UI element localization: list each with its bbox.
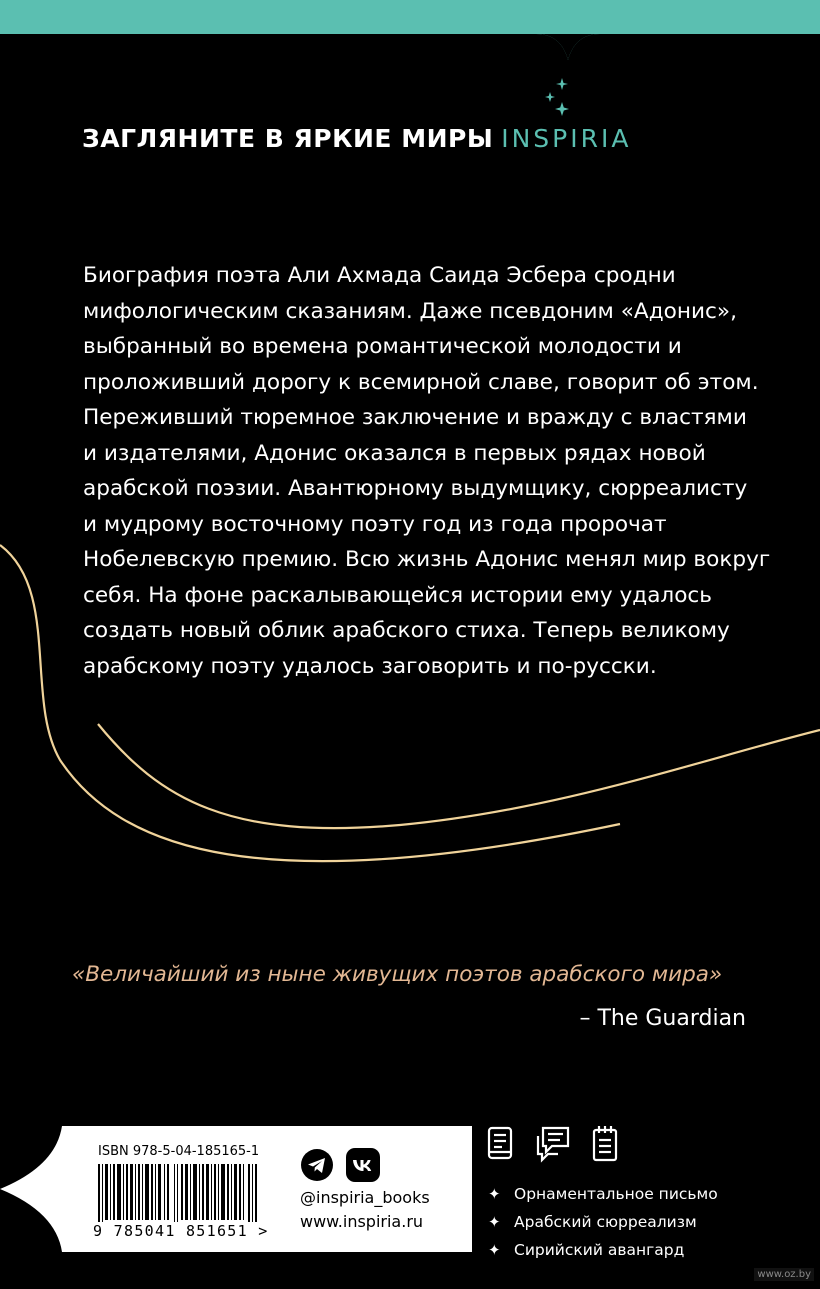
- list-item: [488, 1180, 718, 1208]
- feature-label: Сирийский авангард: [514, 1241, 685, 1259]
- sparkle-bullet-icon: ✦: [488, 1185, 501, 1203]
- description-line: арабскому поэту удалось заговорить и по-русски.: [83, 653, 657, 679]
- series-tagline: [82, 124, 631, 153]
- sparkle-stars-icon: [540, 74, 580, 124]
- description-line: себя. На фоне раскалывающейся истории ему удалось: [83, 582, 713, 608]
- feature-list: [488, 1180, 718, 1264]
- series-text: ЗАГЛЯНИТЕ В ЯРКИЕ МИРЫ: [82, 124, 494, 153]
- notepad-icon: [594, 1126, 616, 1160]
- quote-source: – The Guardian: [579, 1006, 746, 1031]
- barcode-panel: [62, 1126, 472, 1252]
- social-handle[interactable]: @inspiria_books: [300, 1188, 430, 1207]
- list-item: [488, 1208, 718, 1236]
- description-line: и издателями, Адонис оказался в первых рядах новой: [83, 440, 706, 466]
- description-line: Нобелевскую премию. Всю жизнь Адонис менял мир вокруг: [83, 547, 771, 572]
- description-line: создать новый облик арабского стиха. Теперь великому: [83, 618, 730, 643]
- sparkle-bullet-icon: ✦: [488, 1213, 501, 1231]
- sparkle-bullet-icon: ✦: [488, 1241, 501, 1259]
- left-notch-decoration: [0, 1126, 70, 1252]
- description-line: выбранный во времена романтической молодости и: [83, 334, 682, 359]
- feature-icons: [486, 1124, 626, 1164]
- vk-icon[interactable]: [346, 1148, 380, 1182]
- telegram-icon[interactable]: [300, 1148, 334, 1182]
- description-line: проложивший дорогу к всемирной славе, говорит об этом.: [83, 369, 759, 395]
- isbn-text: ISBN 978-5-04-185165-1: [98, 1144, 260, 1159]
- feature-label: Орнаментальное письмо: [514, 1185, 718, 1203]
- description-line: Биография поэта Али Ахмада Саида Эсбера сродни: [83, 263, 676, 288]
- feature-label: Арабский сюрреализм: [514, 1213, 697, 1231]
- description-line: мифологическим сказаниям. Даже псевдоним «Адонис»,: [83, 298, 737, 324]
- book-icon: [489, 1128, 511, 1158]
- description-line: и мудрому восточному поэту год из года пророчат: [83, 511, 667, 537]
- description-line: арабской поэзии. Авантюрному выдумщику, сюрреалисту: [83, 476, 748, 501]
- top-notch-decoration: [0, 0, 820, 80]
- list-item: [488, 1236, 718, 1264]
- watermark: www.oz.by: [754, 1268, 814, 1281]
- description-line: Переживший тюремное заключение и вражду с властями: [83, 405, 747, 430]
- barcode-digits: 9 785041 851651 >: [93, 1222, 269, 1240]
- chat-icon: [538, 1128, 568, 1160]
- website-link[interactable]: www.inspiria.ru: [300, 1212, 424, 1231]
- review-quote: «Величайший из ныне живущих поэтов арабского мира»: [72, 962, 723, 987]
- brand-name: INSPIRIA: [501, 124, 632, 153]
- barcode-image: [98, 1164, 258, 1226]
- book-description: [83, 258, 771, 684]
